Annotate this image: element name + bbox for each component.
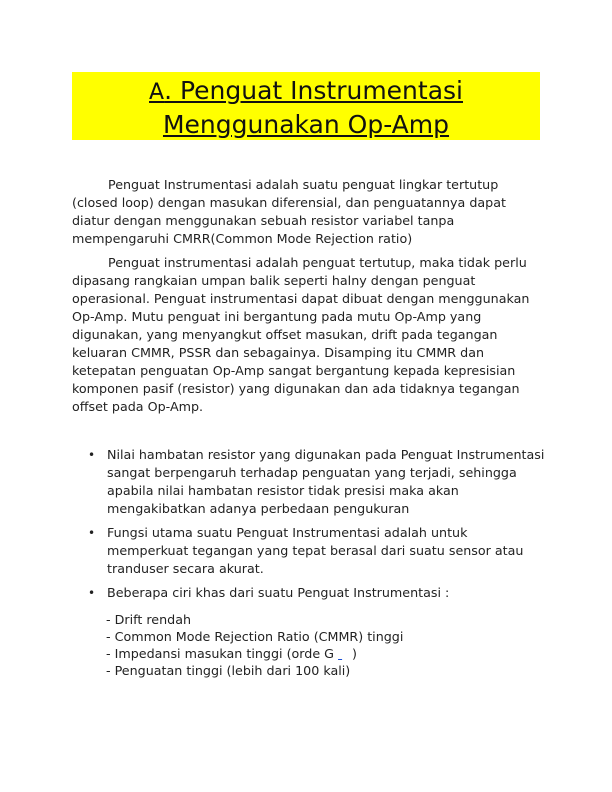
paragraph-definition: Penguat Instrumentasi adalah suatu penguat lingkar tertutup (closed loop) dengan masukan diferensial, dan penguatannya dapat diatur dengan menggunakan sebuah resistor variabel tanpa mempengaruhi CMRR(Common Mode Rejection ratio) [72,177,506,246]
feature-item-cmmr: - Common Mode Rejection Ratio (CMMR) tinggi [106,629,404,644]
bullet-dot-icon: • [88,448,96,462]
bullet-text: Beberapa ciri khas dari suatu Penguat Instrumentasi : [107,585,450,600]
feature-item-drift: - Drift rendah [106,612,192,627]
bullet-dot-icon: • [88,526,96,540]
unit-placeholder-link[interactable] [338,645,352,662]
title-line-1 [72,75,540,109]
title-line-2: Menggunakan Op-Amp [162,110,450,139]
bullet-text: Nilai hambatan resistor yang digunakan pada Penguat Instrumentasi sangat berpengaruh terhadap penguatan yang terjadi, sehingga apabila nilai hambatan resistor tidak presisi maka akan mengakibatkan adanya perbedaan pengukuran [107,447,545,516]
title-banner [72,72,540,140]
feature-item-impedance [106,645,526,662]
bullet-text: Fungsi utama suatu Penguat Instrumentasi adalah untuk memperkuat tegangan yang tepat berasal dari suatu sensor atau tranduser secara akurat. [107,525,524,576]
title-line-1-text: . Penguat Instrumentasi [164,76,463,105]
feature-item-impedance-text: - Impedansi masukan tinggi (orde G [106,646,339,661]
paragraph-description: Penguat instrumentasi adalah penguat tertutup, maka tidak perlu dipasang rangkaian umpan balik seperti halny dengan penguat operasional. Penguat instrumentasi dapat dibuat dengan menggunakan Op-Amp. Mutu penguat ini bergantung pada mutu Op-Amp yang digunakan, yang menyangkut offset masukan, drift pada tegangan keluaran CMMR, PSSR dan sebagainya. Disamping itu CMMR dan ketepatan penguatan Op-Amp sangat bergantung kepada kepresisian komponen pasif (resistor) yang digunakan dan ada tidaknya tegangan offset pada Op-Amp. [72,255,530,414]
bullet-dot-icon: • [88,586,96,600]
title-section-letter: A [149,80,165,105]
feature-list [106,611,526,679]
feature-item-impedance-close: ) [352,646,357,661]
feature-item-gain: - Penguatan tinggi (lebih dari 100 kali) [106,663,351,678]
